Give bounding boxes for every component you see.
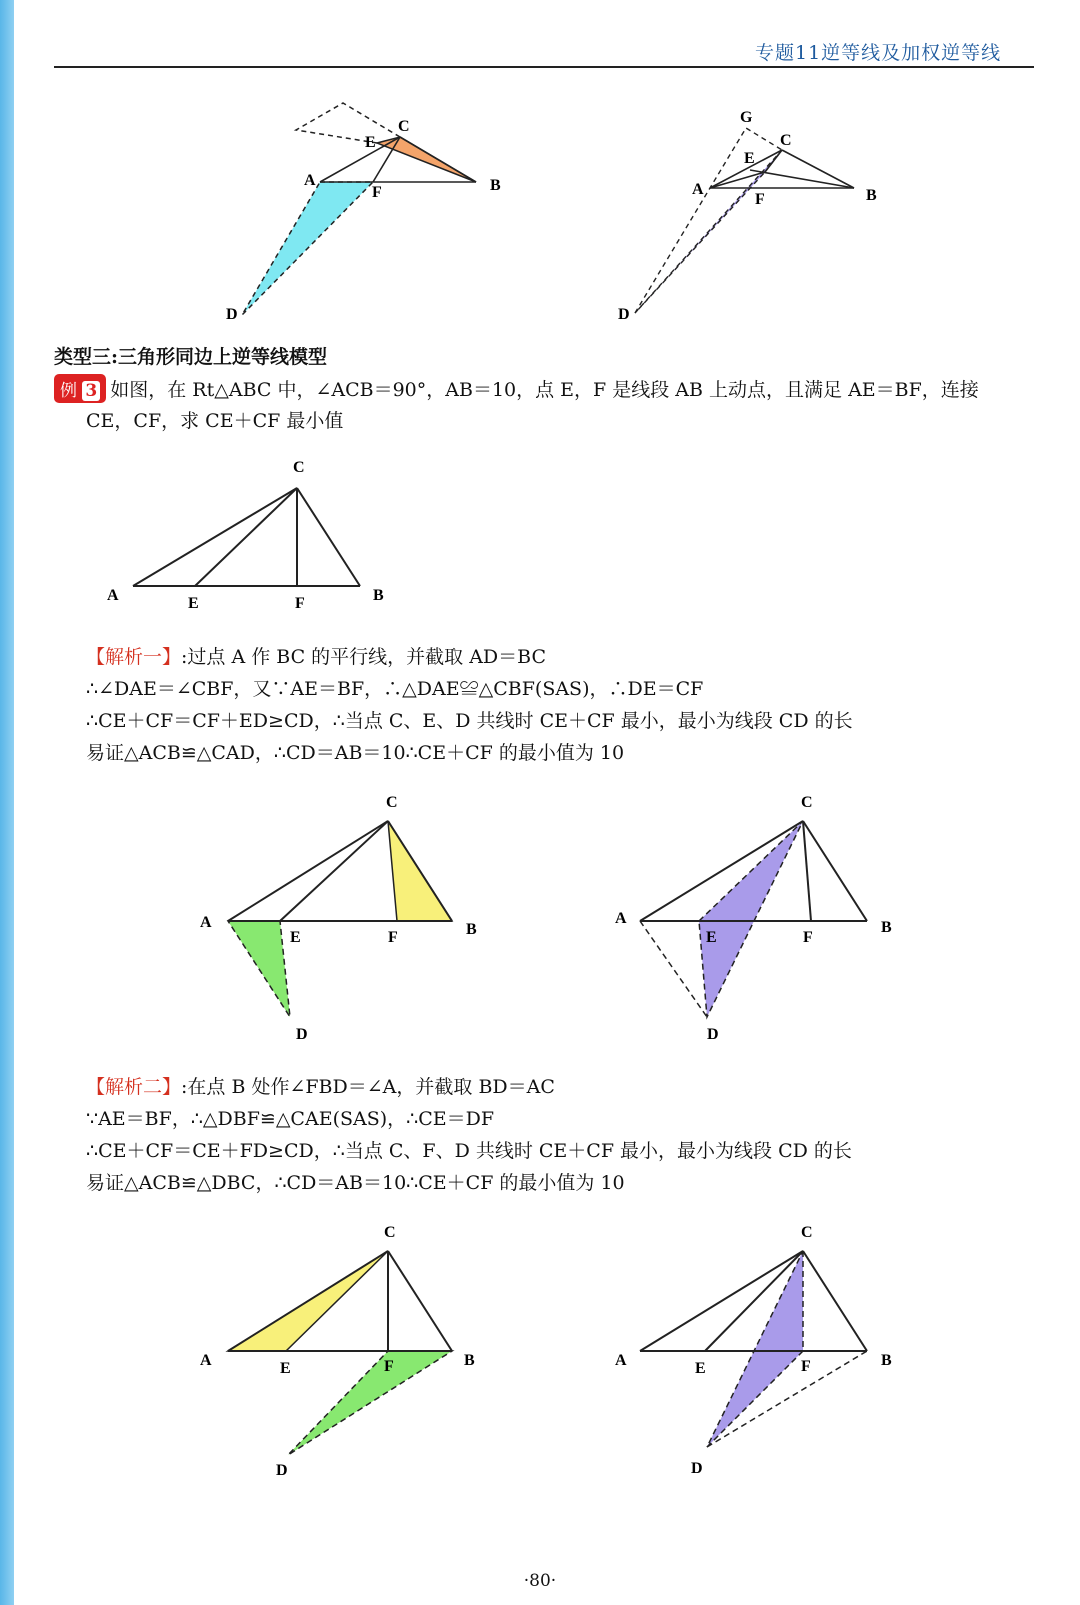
solution1-line-3: ∴CE＋CF＝CF＋ED≥CD，∴当点 C、E、D 共线时 CE＋CF 最小，最小为线段 CD 的长 (86, 710, 853, 732)
page-edge-strip (0, 0, 14, 1605)
label-e: E (744, 150, 755, 167)
cyan-triangle (242, 182, 373, 315)
label-a: A (304, 172, 316, 189)
figure-example (95, 450, 415, 620)
label-a: A (615, 1352, 627, 1369)
label-d: D (618, 306, 630, 323)
green-triangle (288, 1351, 452, 1455)
solution1-line-2: ∴∠DAE＝∠CBF，又∵AE＝BF，∴△DAE≌△CBF(SAS)，∴DE＝CF (86, 678, 704, 700)
solution2-line-4: 易证△ACB≌△DBC，∴CD＝AB＝10∴CE＋CF 的最小值为 10 (86, 1172, 625, 1194)
label-a: A (107, 587, 119, 604)
label-e: E (188, 595, 199, 612)
label-f: F (388, 929, 398, 946)
label-b: B (866, 187, 877, 204)
label-e: E (695, 1360, 706, 1377)
label-b: B (464, 1352, 475, 1369)
label-a: A (615, 910, 627, 927)
solution2-line-1: 【解析二】:在点 B 处作∠FBD＝∠A，并截取 BD＝AC (86, 1076, 555, 1098)
label-f: F (295, 595, 305, 612)
green-triangle (228, 921, 290, 1017)
label-e: E (706, 929, 717, 946)
purple-triangle (699, 821, 803, 1017)
label-e: E (290, 929, 301, 946)
label-c: C (386, 794, 398, 811)
label-f: F (803, 929, 813, 946)
header-rule (54, 66, 1034, 68)
label-c: C (801, 1224, 813, 1241)
example-badge: 例 3 (54, 374, 106, 403)
label-d: D (276, 1462, 288, 1479)
label-d: D (226, 306, 238, 323)
label-c: C (398, 118, 410, 135)
label-b: B (490, 177, 501, 194)
label-f: F (801, 1358, 811, 1375)
label-b: B (881, 1352, 892, 1369)
label-d: D (707, 1026, 719, 1043)
label-c: C (293, 459, 305, 476)
solution2-line-2: ∵AE＝BF，∴△DBF≌△CAE(SAS)，∴CE＝DF (86, 1108, 495, 1130)
label-f: F (755, 191, 765, 208)
label-a: A (200, 914, 212, 931)
figure-solution1-left (190, 785, 500, 1045)
figure-solution2-left (190, 1215, 500, 1485)
page-header-title: 专题11逆等线及加权逆等线 (755, 42, 1002, 64)
figure-solution2-right (605, 1215, 915, 1485)
label-b: B (466, 921, 477, 938)
solution1-line-1: 【解析一】:过点 A 作 BC 的平行线，并截取 AD＝BC (86, 646, 546, 668)
label-f: F (372, 184, 382, 201)
solution2-line-3: ∴CE＋CF＝CE＋FD≥CD，∴当点 C、F、D 共线时 CE＋CF 最小，最小为线段 CD 的长 (86, 1140, 852, 1162)
solution1-line-4: 易证△ACB≌△CAD，∴CD＝AB＝10∴CE＋CF 的最小值为 10 (86, 742, 625, 764)
label-a: A (200, 1352, 212, 1369)
purple-triangle (635, 150, 782, 313)
solution1-tag: 【解析一】 (86, 646, 182, 668)
label-g: G (740, 109, 753, 126)
section-title: 类型三:三角形同边上逆等线模型 (54, 346, 328, 368)
label-c: C (801, 794, 813, 811)
example-line-1 (54, 374, 979, 403)
label-e: E (365, 134, 376, 151)
figure-solution1-right (605, 785, 915, 1045)
label-d: D (691, 1460, 703, 1477)
solution2-tag: 【解析二】 (86, 1076, 182, 1098)
figure-top-right (610, 100, 890, 330)
label-b: B (881, 919, 892, 936)
example-number: 3 (82, 381, 100, 401)
label-f: F (384, 1358, 394, 1375)
label-c: C (384, 1224, 396, 1241)
label-b: B (373, 587, 384, 604)
label-c: C (780, 132, 792, 149)
label-e: E (280, 1360, 291, 1377)
orange-triangle (377, 137, 476, 182)
label-d: D (296, 1026, 308, 1043)
example-text-1: 如图，在 Rt△ABC 中，∠ACB＝90°，AB＝10，点 E，F 是线段 AB 上动点，且满足 AE＝BF，连接 (110, 379, 979, 401)
page-number: ·80· (523, 1571, 557, 1591)
figure-top-left (220, 95, 520, 330)
label-a: A (692, 181, 704, 198)
example-line-2: CE，CF，求 CE＋CF 最小值 (86, 410, 344, 432)
